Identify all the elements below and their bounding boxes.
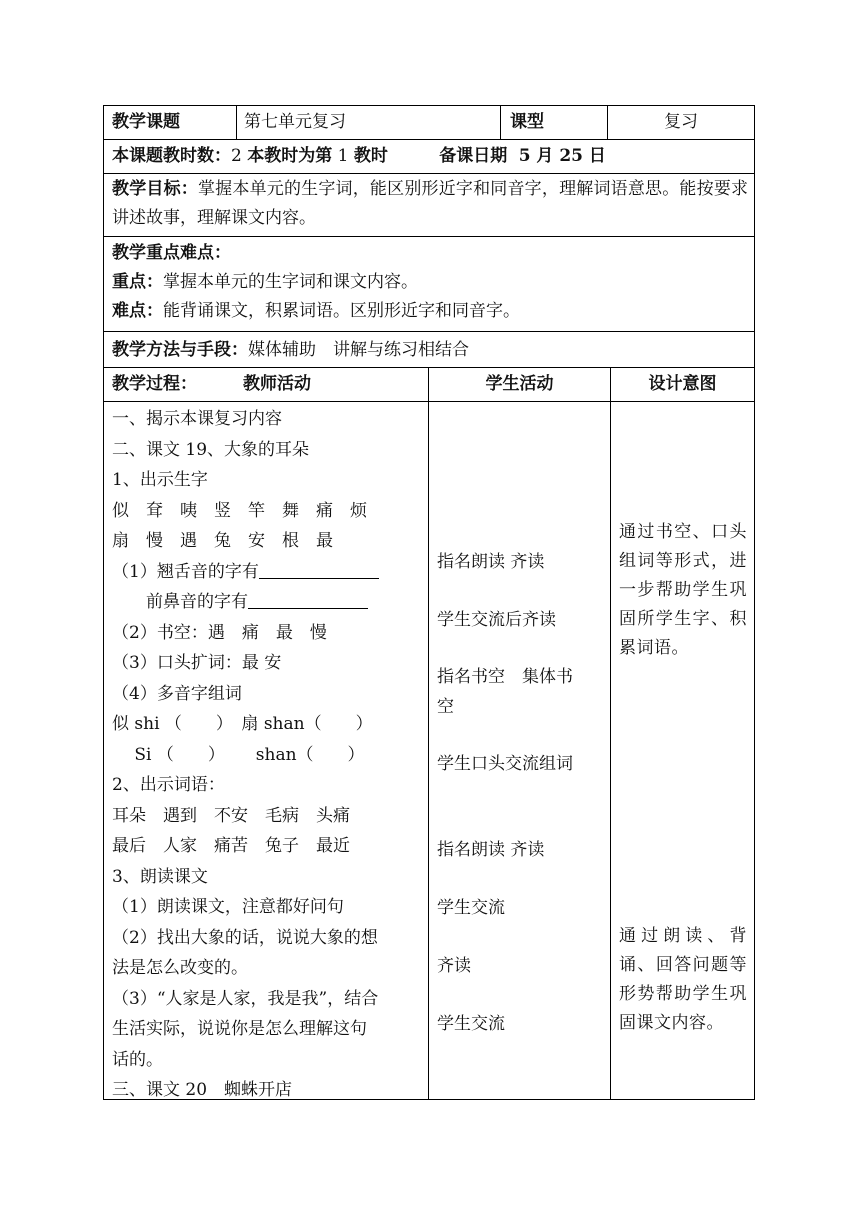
- topic-label: 教学课题: [112, 112, 180, 132]
- teacher-line: 耳朵 遇到 不安 毛病 头痛: [112, 805, 350, 826]
- design-intent-header: 设计意图: [648, 374, 717, 394]
- student-item: 学生交流: [437, 898, 505, 918]
- teacher-line: 话的。: [112, 1049, 163, 1070]
- teacher-activity-header: 教师活动: [243, 374, 311, 394]
- hours-row: [112, 141, 752, 171]
- student-item: 学生交流后齐读: [437, 610, 556, 630]
- teacher-line: 2、出示词语：: [112, 775, 225, 795]
- teacher-line: [112, 587, 424, 618]
- teacher-line: 似 耷 咦 竖 竿 舞 痛 烦: [112, 500, 367, 521]
- process-label: 教学过程：: [112, 374, 197, 394]
- teacher-line: 3、朗读课文: [112, 866, 208, 887]
- row-divider: [103, 173, 755, 174]
- hours-label: 本课题教时数：: [112, 146, 231, 166]
- teacher-line: [112, 557, 424, 588]
- methods-cell: [112, 335, 748, 365]
- key-points-label: 教学重点难点：: [112, 243, 231, 263]
- key-point-line: [112, 268, 748, 297]
- front-nasal-prompt: 前鼻音的字有: [112, 592, 248, 612]
- row-divider: [103, 236, 755, 237]
- student-item: 齐读: [437, 956, 471, 976]
- teacher-line: 似 shi （ ） 扇 shan（ ）: [112, 714, 373, 734]
- retroflex-prompt: （1）翘舌音的字有: [112, 561, 259, 582]
- teacher-line: （2）书空：遇 痛 最 慢: [112, 622, 327, 643]
- current-suffix: 教时: [353, 146, 388, 166]
- goals-text: 掌握本单元的生字词，能区别形近字和同音字，理解词语意思。能按要求讲述故事，理解课文内容。: [112, 179, 749, 228]
- teacher-line: 扇 慢 遇 兔 安 根 最: [112, 531, 333, 551]
- methods-label: 教学方法与手段：: [112, 340, 248, 360]
- col-divider: [610, 367, 611, 1100]
- teacher-line: 生活实际，说说你是怎么理解这句: [112, 1019, 367, 1039]
- col-divider: [236, 105, 237, 139]
- difficulty-label: 难点：: [112, 301, 163, 321]
- row-divider: [103, 401, 755, 402]
- teacher-line: 1、出示生字: [112, 470, 208, 490]
- row-divider: [103, 139, 755, 140]
- teacher-line: （2）找出大象的话，说说大象的想: [112, 927, 378, 948]
- difficulty-line: [112, 297, 748, 326]
- teacher-line: 二、课文 19、大象的耳朵: [112, 439, 310, 460]
- key-label: 重点：: [112, 272, 163, 292]
- col-divider: [428, 367, 429, 1100]
- answer-blank: [248, 590, 368, 609]
- teacher-line: 最后 人家 痛苦 兔子 最近: [112, 836, 350, 856]
- type-value: 复习: [664, 112, 698, 132]
- teacher-line: Si （ ） shan（ ）: [112, 744, 365, 765]
- student-activity-header: 学生活动: [485, 374, 554, 394]
- student-item: 指名书空 集体书: [437, 667, 573, 687]
- student-item: 学生交流: [437, 1014, 505, 1034]
- student-item: 空: [437, 697, 454, 717]
- difficulty-text: 能背诵课文，积累词语。区别形近字和同音字。: [163, 301, 520, 321]
- row-divider: [103, 367, 755, 368]
- teacher-activity-column: [112, 404, 424, 1106]
- key-text: 掌握本单元的生字词和课文内容。: [163, 272, 418, 292]
- row-divider: [103, 331, 755, 332]
- goals-cell: [112, 175, 748, 233]
- col-divider: [500, 105, 501, 139]
- teacher-line: 一、揭示本课复习内容: [112, 409, 282, 429]
- teacher-line: （3）“人家是人家，我是我”，结合: [112, 988, 379, 1009]
- key-points-cell: [112, 239, 748, 326]
- topic-value: 第七单元复习: [244, 112, 346, 132]
- goals-label: 教学目标：: [112, 179, 198, 199]
- teacher-line: （4）多音字组词: [112, 683, 242, 704]
- teacher-line: 三、课文 20 蜘蛛开店: [112, 1080, 293, 1100]
- hours-value: 2: [231, 146, 242, 166]
- design-intent-2: 通过朗读、背诵、回答问题等形势帮助学生巩固课文内容。: [619, 926, 747, 1033]
- current-label: 本教时为第: [247, 146, 333, 166]
- student-item: 学生口头交流组词: [437, 754, 573, 774]
- methods-text: 媒体辅助 讲解与练习相结合: [248, 340, 469, 360]
- student-item: 指名朗读 齐读: [437, 840, 545, 860]
- type-label: 课型: [510, 112, 544, 132]
- design-intent-1: 通过书空、口头组词等形式，进一步帮助学生巩固所学生字、积累词语。: [619, 522, 747, 658]
- answer-blank: [259, 560, 379, 579]
- date-label: 备课日期: [439, 146, 508, 166]
- student-item: 指名朗读 齐读: [437, 552, 545, 572]
- date-value: 5 月 25 日: [518, 146, 606, 166]
- teacher-line: （1）朗读课文，注意都好问句: [112, 897, 344, 917]
- current-value: 1: [337, 146, 349, 166]
- teacher-line: 法是怎么改变的。: [112, 958, 248, 978]
- teacher-line: （3）口头扩词：最 安: [112, 653, 282, 673]
